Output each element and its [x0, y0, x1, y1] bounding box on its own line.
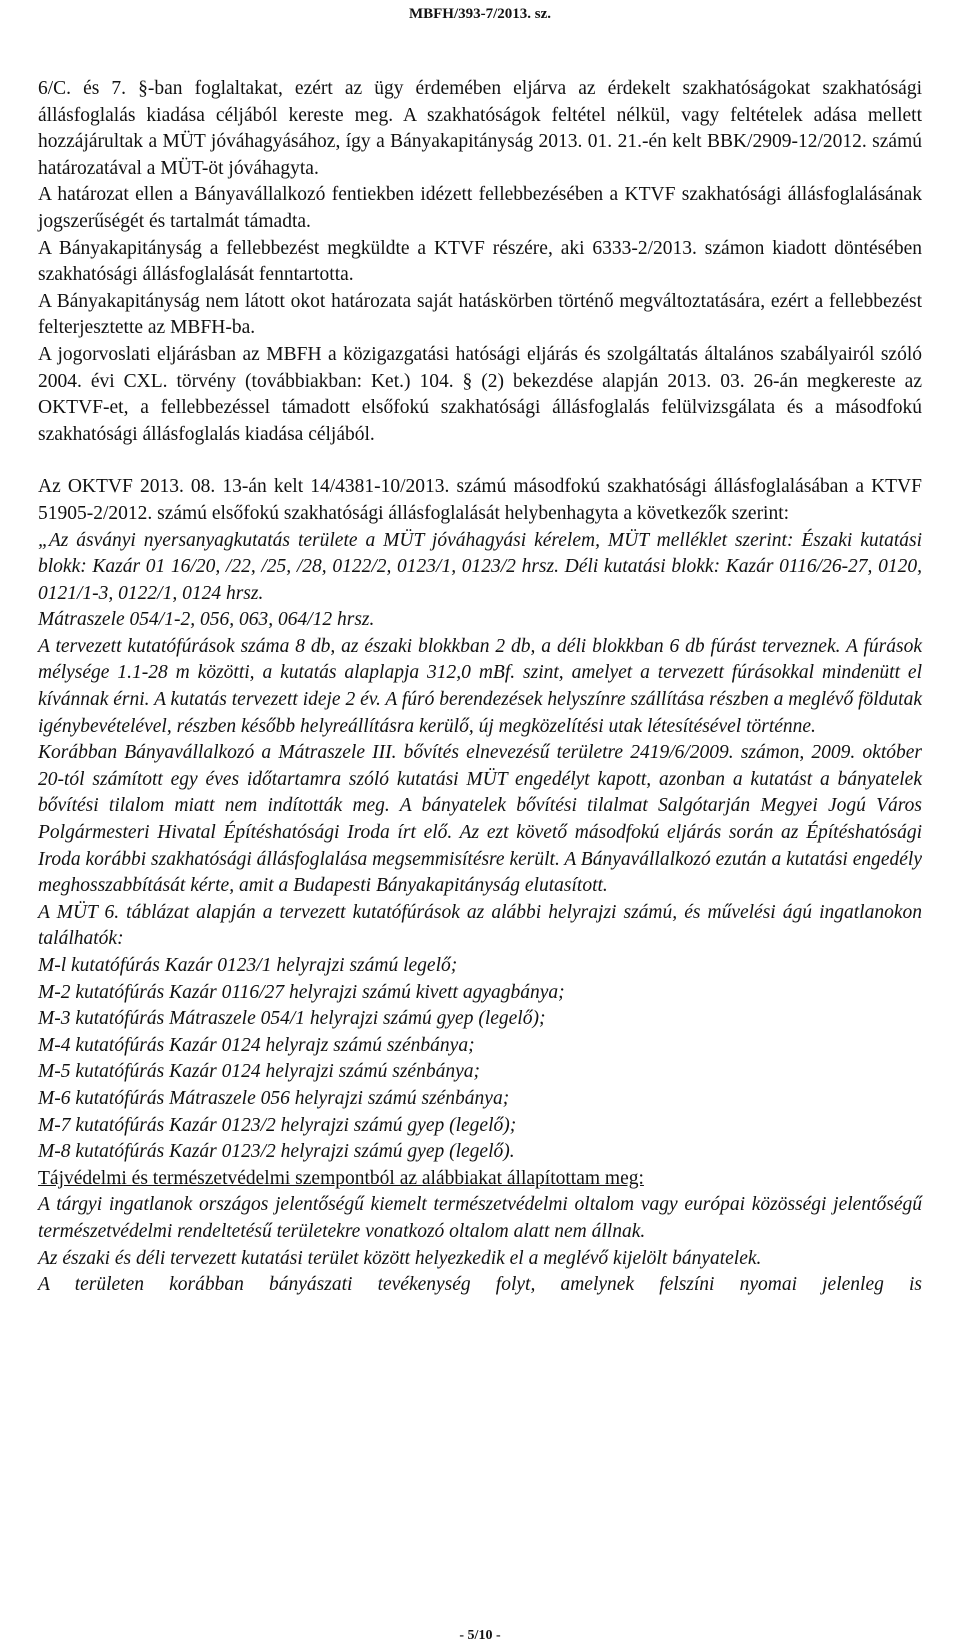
paragraph: A jogorvoslati eljárásban az MBFH a közigazgatási hatósági eljárás és szolgáltatás általános szabályairól szóló 2004. évi CXL. törvény (továbbiakban: Ket.) 104. § (2) bekezdése alapján 2013. 03. 26-án megkereste az OKTVF-et, a fellebbezéssel támadott elsőfokú szakhatósági állásfoglalás felülvizsgálata és a másodfokú szakhatósági állásfoglalás kiadása céljából. — [38, 343, 922, 445]
paragraph-spacer — [38, 448, 922, 474]
paragraph: A tárgyi ingatlanok országos jelentőségű kiemelt természetvédelmi oltalom vagy európai közösségi jelentőségű természetvédelmi rendeltetésű területekre vonatkozó oltalom alatt nem állnak. — [38, 1194, 922, 1242]
paragraph: A tervezett kutatófúrások száma 8 db, az északi blokkban 2 db, a déli blokkban 6 db fúrást terveznek. A fúrások mélysége 1.1-28 m közötti, a kutatás alaplapja 312,0 mBf. szint, amelyet a tervezett fúrásokkal mindenütt el kívánnak érni. A kutatás tervezett ideje 2 év. A fúró berendezések helyszínre szállítása részben a meglévő földutak igénybevételével, részben később helyreállításra kerülő, új megközelítési utak létesítésével történne. — [38, 635, 922, 737]
paragraph: Az északi és déli tervezett kutatási terület között helyezkedik el a meglévő kijelölt bányatelek. — [38, 1247, 762, 1269]
paragraph: A területen korábban bányászati tevékenység folyt, amelynek felszíni nyomai jelenleg is — [38, 1274, 922, 1296]
paragraph: 6/C. és 7. §-ban foglaltakat, ezért az ügy érdemében eljárva az érdekelt szakhatóságokat szakhatósági állásfoglalás kiadása céljából kereste meg. A szakhatóságok feltétel nélkül, vagy feltételek adása mellett hozzájárultak a MÜT jóváhagyásához, így a Bányakapitányság 2013. 01. 21.-én kelt BBK/2909-12/2012. számú határozatával a MÜT-öt jóváhagyta. — [38, 78, 922, 179]
paragraph: M-7 kutatófúrás Kazár 0123/2 helyrajzi számú gyep (legelő); — [38, 1114, 517, 1136]
paragraph: M-2 kutatófúrás Kazár 0116/27 helyrajzi számú kivett agyagbánya; — [38, 981, 565, 1003]
paragraph: M-3 kutatófúrás Mátraszele 054/1 helyrajzi számú gyep (legelő); — [38, 1008, 546, 1030]
paragraph: M-5 kutatófúrás Kazár 0124 helyrajzi számú szénbánya; — [38, 1061, 480, 1083]
paragraph: A MÜT 6. táblázat alapján a tervezett kutatófúrások az alábbi helyrajzi számú, és művelési ágú ingatlanokon találhatók: — [38, 901, 922, 950]
paragraph: Az OKTVF 2013. 08. 13-án kelt 14/4381-10/2013. számú másodfokú szakhatósági állásfoglalásában a KTVF 51905-2/2012. számú elsőfokú szakhatósági állásfoglalását helybenhagyta a következők szerint: — [38, 476, 922, 524]
paragraph: „Az ásványi nyersanyagkutatás területe a MÜT jóváhagyási kérelem, MÜT melléklet szerint: Északi kutatási blokk: Kazár 01 16/20, /22, /25, /28, 0122/2, 0123/1, 0123/2 hrsz. Déli kutatási blokk: Kazár 0116/26-27, 0120, 0121/1-3, 0122/1, 0124 hrsz. — [38, 529, 922, 604]
paragraph: Tájvédelmi és természetvédelmi szempontból az alábbiakat állapítottam meg: — [38, 1167, 644, 1189]
page-number: - 5/10 - — [459, 1628, 501, 1643]
document-body — [38, 76, 922, 1299]
paragraph: A Bányakapitányság nem látott okot határozata saját hatáskörben történő megváltoztatására, ezért a fellebbezést felterjesztette az MBFH-ba. — [38, 290, 922, 339]
paragraph: M-4 kutatófúrás Kazár 0124 helyrajz számú szénbánya; — [38, 1034, 475, 1056]
paragraph: M-6 kutatófúrás Mátraszele 056 helyrajzi számú szénbánya; — [38, 1087, 510, 1109]
paragraph: A határozat ellen a Bányavállalkozó fentiekben idézett fellebbezésében a KTVF szakhatósági állásfoglalásának jogszerűségét és tartalmát támadta. — [38, 184, 922, 232]
paragraph: M-8 kutatófúrás Kazár 0123/2 helyrajzi számú gyep (legelő). — [38, 1141, 515, 1163]
paragraph: M-l kutatófúrás Kazár 0123/1 helyrajzi számú legelő; — [38, 955, 458, 976]
document-reference-header: MBFH/393-7/2013. sz. — [408, 6, 552, 22]
paragraph: A Bányakapitányság a fellebbezést megküldte a KTVF részére, aki 6333-2/2013. számon kiadott döntésében szakhatósági állásfoglalását fenntartotta. — [38, 237, 922, 286]
paragraph: Mátraszele 054/1-2, 056, 063, 064/12 hrsz. — [38, 609, 375, 631]
paragraph: Korábban Bányavállalkozó a Mátraszele III. bővítés elnevezésű területre 2419/6/2009. számon, 2009. október 20-tól számított egy éves időtartamra szóló kutatási MÜT engedélyt kapott, azonban a kutatást a bányatelek bővítési tilalom miatt nem indították meg. A bányatelek bővítési tilalmat Salgótarján Megyei Jogú Város Polgármesteri Hivatal Építéshatósági Iroda írt elő. Az ezt követő másodfokú eljárás során az Építéshatósági Iroda korábbi szakhatósági állásfoglalása megsemmisítésre került. A Bányavállalkozó ezután a kutatási engedély meghosszabbítását kérte, amit a Budapesti Bányakapitányság elutasított. — [38, 742, 922, 897]
